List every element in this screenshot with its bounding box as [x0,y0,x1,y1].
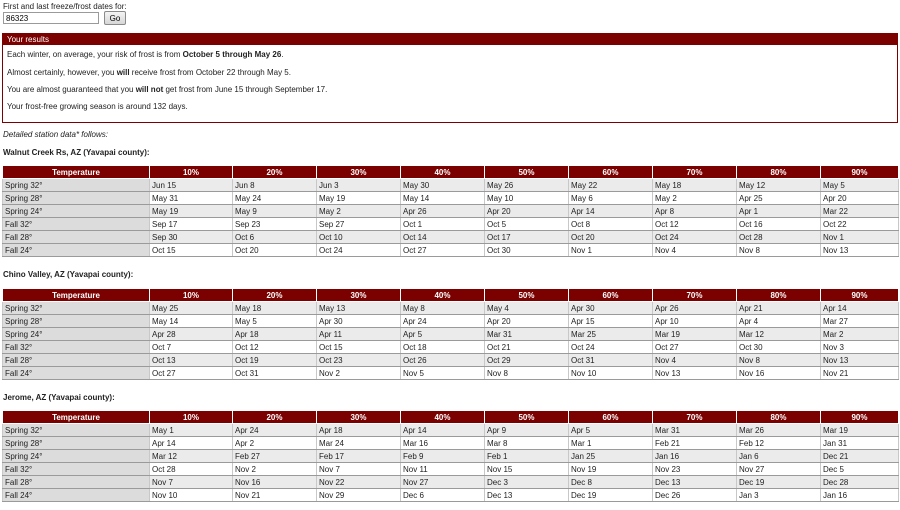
zip-input[interactable] [3,12,99,24]
row-label: Spring 32° [3,302,150,315]
column-header-temperature: Temperature [3,289,150,302]
date-cell: Mar 27 [821,315,899,328]
station-title: Walnut Creek Rs, AZ (Yavapai county): [3,148,150,157]
date-cell: Oct 27 [150,367,233,380]
table-row [3,463,899,476]
row-label: Fall 24° [3,367,150,380]
date-cell: May 6 [569,192,653,205]
date-cell: May 26 [485,179,569,192]
date-cell: Nov 2 [233,463,317,476]
date-cell: May 25 [150,302,233,315]
date-cell: Apr 8 [653,205,737,218]
form-label: First and last freeze/frost dates for: [3,2,127,11]
table-row [3,302,899,315]
row-label: Fall 32° [3,341,150,354]
table-row [3,231,899,244]
date-cell: Nov 13 [821,354,899,367]
table-row [3,489,899,502]
frost-table [2,410,899,502]
column-header-percent: 60% [569,411,653,424]
station-title: Jerome, AZ (Yavapai county): [3,393,115,402]
date-cell: Nov 8 [485,367,569,380]
date-cell: Dec 26 [653,489,737,502]
date-cell: Oct 22 [821,218,899,231]
column-header-percent: 60% [569,166,653,179]
date-cell: Dec 3 [485,476,569,489]
column-header-temperature: Temperature [3,166,150,179]
date-cell: Nov 10 [569,367,653,380]
date-cell: Oct 27 [401,244,485,257]
table-row [3,244,899,257]
date-cell: Jun 8 [233,179,317,192]
date-cell: Nov 21 [821,367,899,380]
date-cell: May 8 [401,302,485,315]
date-cell: Oct 30 [737,341,821,354]
date-cell: May 13 [317,302,401,315]
table-row [3,218,899,231]
column-header-percent: 20% [233,411,317,424]
row-label: Spring 24° [3,205,150,218]
date-cell: Apr 14 [569,205,653,218]
row-label: Fall 28° [3,231,150,244]
column-header-percent: 20% [233,166,317,179]
date-cell: Apr 20 [821,192,899,205]
results-box [2,33,898,123]
row-label: Spring 32° [3,424,150,437]
table-header-row [3,411,899,424]
date-cell: Nov 8 [737,354,821,367]
date-cell: Apr 5 [569,424,653,437]
station-title: Chino Valley, AZ (Yavapai county): [3,270,134,279]
column-header-percent: 70% [653,411,737,424]
column-header-percent: 50% [485,289,569,302]
date-cell: Apr 30 [569,302,653,315]
date-cell: Oct 24 [317,244,401,257]
date-cell: Jan 16 [653,450,737,463]
date-cell: Mar 12 [150,450,233,463]
date-cell: Feb 9 [401,450,485,463]
row-label: Spring 24° [3,328,150,341]
column-header-percent: 50% [485,411,569,424]
date-cell: Apr 21 [737,302,821,315]
date-cell: May 5 [821,179,899,192]
table-row [3,450,899,463]
date-cell: Apr 24 [401,315,485,328]
date-cell: May 31 [150,192,233,205]
date-cell: Oct 15 [150,244,233,257]
table-row [3,192,899,205]
column-header-percent: 10% [150,411,233,424]
date-cell: May 10 [485,192,569,205]
date-cell: Nov 5 [401,367,485,380]
date-cell: Nov 23 [653,463,737,476]
date-cell: Oct 18 [401,341,485,354]
date-cell: Nov 29 [317,489,401,502]
column-header-temperature: Temperature [3,411,150,424]
date-cell: Sep 17 [150,218,233,231]
row-label: Spring 28° [3,437,150,450]
date-cell: Jun 3 [317,179,401,192]
date-cell: May 1 [150,424,233,437]
date-cell: Oct 23 [317,354,401,367]
date-cell: Apr 11 [317,328,401,341]
date-cell: Oct 24 [569,341,653,354]
date-cell: Mar 26 [737,424,821,437]
column-header-percent: 40% [401,289,485,302]
date-cell: Oct 19 [233,354,317,367]
date-cell: Jan 6 [737,450,821,463]
date-cell: Sep 30 [150,231,233,244]
date-cell: Oct 6 [233,231,317,244]
date-cell: Mar 19 [821,424,899,437]
date-cell: Oct 10 [317,231,401,244]
date-cell: Apr 4 [737,315,821,328]
date-cell: Nov 7 [150,476,233,489]
date-cell: Jan 31 [821,437,899,450]
results-header: Your results [3,34,897,45]
date-cell: Oct 17 [485,231,569,244]
date-cell: Nov 21 [233,489,317,502]
date-cell: Feb 21 [653,437,737,450]
date-cell: Jan 3 [737,489,821,502]
column-header-percent: 60% [569,289,653,302]
column-header-percent: 80% [737,289,821,302]
column-header-percent: 30% [317,411,401,424]
date-cell: Apr 25 [737,192,821,205]
date-cell: Apr 10 [653,315,737,328]
row-label: Fall 24° [3,489,150,502]
date-cell: May 22 [569,179,653,192]
table-header-row [3,166,899,179]
date-cell: Apr 18 [317,424,401,437]
go-button[interactable]: Go [104,11,126,25]
table-row [3,179,899,192]
column-header-percent: 10% [150,166,233,179]
date-cell: May 2 [317,205,401,218]
date-cell: Sep 23 [233,218,317,231]
date-cell: Nov 13 [821,244,899,257]
column-header-percent: 80% [737,166,821,179]
date-cell: Oct 20 [569,231,653,244]
date-cell: Apr 30 [317,315,401,328]
date-cell: Nov 3 [821,341,899,354]
date-cell: Apr 28 [150,328,233,341]
date-cell: May 14 [401,192,485,205]
date-cell: Dec 8 [569,476,653,489]
date-cell: Feb 1 [485,450,569,463]
column-header-percent: 70% [653,166,737,179]
date-cell: Mar 19 [653,328,737,341]
date-cell: Oct 26 [401,354,485,367]
date-cell: Apr 14 [821,302,899,315]
table-row [3,437,899,450]
date-cell: Nov 11 [401,463,485,476]
table-row [3,205,899,218]
date-cell: Nov 22 [317,476,401,489]
date-cell: Nov 27 [737,463,821,476]
date-cell: Apr 9 [485,424,569,437]
date-cell: Mar 12 [737,328,821,341]
date-cell: Dec 21 [821,450,899,463]
column-header-percent: 70% [653,289,737,302]
row-label: Spring 24° [3,450,150,463]
detail-note: Detailed station data* follows: [3,130,108,139]
row-label: Spring 32° [3,179,150,192]
date-cell: Oct 24 [653,231,737,244]
frost-table [2,288,899,380]
date-cell: May 30 [401,179,485,192]
date-cell: Oct 16 [737,218,821,231]
date-cell: May 24 [233,192,317,205]
date-cell: Nov 27 [401,476,485,489]
date-cell: Apr 5 [401,328,485,341]
date-cell: Oct 5 [485,218,569,231]
date-cell: Apr 14 [401,424,485,437]
date-cell: May 18 [653,179,737,192]
date-cell: Apr 1 [737,205,821,218]
results-line-season: Your frost-free growing season is around 132 days. [7,102,188,111]
date-cell: Mar 25 [569,328,653,341]
date-cell: Apr 26 [653,302,737,315]
table-row [3,341,899,354]
row-label: Fall 24° [3,244,150,257]
date-cell: Apr 20 [485,315,569,328]
column-header-percent: 90% [821,166,899,179]
row-label: Fall 28° [3,476,150,489]
date-cell: Dec 19 [737,476,821,489]
date-cell: Apr 18 [233,328,317,341]
date-cell: May 5 [233,315,317,328]
date-cell: Dec 5 [821,463,899,476]
date-cell: Nov 2 [317,367,401,380]
column-header-percent: 50% [485,166,569,179]
table-row [3,424,899,437]
date-cell: Mar 31 [653,424,737,437]
date-cell: Oct 13 [150,354,233,367]
date-cell: Nov 4 [653,244,737,257]
date-cell: Dec 6 [401,489,485,502]
date-cell: Nov 19 [569,463,653,476]
date-cell: Dec 28 [821,476,899,489]
date-cell: May 19 [317,192,401,205]
date-cell: May 4 [485,302,569,315]
date-cell: Mar 31 [485,328,569,341]
date-cell: Nov 16 [737,367,821,380]
date-cell: Nov 1 [569,244,653,257]
column-header-percent: 40% [401,411,485,424]
date-cell: Nov 8 [737,244,821,257]
date-cell: Feb 17 [317,450,401,463]
column-header-percent: 30% [317,166,401,179]
row-label: Fall 28° [3,354,150,367]
date-cell: Mar 24 [317,437,401,450]
date-cell: Nov 10 [150,489,233,502]
date-cell: Mar 22 [821,205,899,218]
date-cell: Oct 15 [317,341,401,354]
results-line-certain: Almost certainly, however, you will receive frost from October 22 through May 5. [7,68,291,77]
date-cell: Feb 27 [233,450,317,463]
column-header-percent: 40% [401,166,485,179]
table-row [3,328,899,341]
date-cell: Apr 2 [233,437,317,450]
table-row [3,315,899,328]
results-line-risk: Each winter, on average, your risk of frost is from October 5 through May 26. [7,50,284,59]
table-row [3,367,899,380]
date-cell: Nov 16 [233,476,317,489]
date-cell: Oct 1 [401,218,485,231]
date-cell: Oct 30 [485,244,569,257]
date-cell: Apr 14 [150,437,233,450]
date-cell: May 14 [150,315,233,328]
results-line-guaranteed: You are almost guaranteed that you will not get frost from June 15 through September 17. [7,85,328,94]
date-cell: Jan 16 [821,489,899,502]
table-header-row [3,289,899,302]
column-header-percent: 20% [233,289,317,302]
frost-table [2,165,899,257]
row-label: Fall 32° [3,218,150,231]
column-header-percent: 90% [821,411,899,424]
row-label: Spring 28° [3,315,150,328]
date-cell: Oct 31 [569,354,653,367]
table-row [3,354,899,367]
column-header-percent: 10% [150,289,233,302]
date-cell: Oct 31 [233,367,317,380]
date-cell: Nov 13 [653,367,737,380]
date-cell: Oct 8 [569,218,653,231]
date-cell: Oct 28 [150,463,233,476]
date-cell: Oct 28 [737,231,821,244]
column-header-percent: 30% [317,289,401,302]
table-row [3,476,899,489]
date-cell: Feb 12 [737,437,821,450]
date-cell: Mar 2 [821,328,899,341]
date-cell: Nov 1 [821,231,899,244]
date-cell: Dec 19 [569,489,653,502]
date-cell: Oct 14 [401,231,485,244]
date-cell: Nov 7 [317,463,401,476]
row-label: Spring 28° [3,192,150,205]
date-cell: Jun 15 [150,179,233,192]
date-cell: Dec 13 [485,489,569,502]
date-cell: Nov 15 [485,463,569,476]
row-label: Fall 32° [3,463,150,476]
date-cell: May 12 [737,179,821,192]
date-cell: Apr 15 [569,315,653,328]
date-cell: Mar 8 [485,437,569,450]
date-cell: Apr 26 [401,205,485,218]
date-cell: Mar 16 [401,437,485,450]
date-cell: Oct 27 [653,341,737,354]
date-cell: Dec 13 [653,476,737,489]
date-cell: Mar 1 [569,437,653,450]
date-cell: Jan 25 [569,450,653,463]
date-cell: Nov 4 [653,354,737,367]
date-cell: Oct 20 [233,244,317,257]
date-cell: Oct 21 [485,341,569,354]
date-cell: May 9 [233,205,317,218]
date-cell: Oct 7 [150,341,233,354]
date-cell: Oct 12 [653,218,737,231]
date-cell: Sep 27 [317,218,401,231]
date-cell: Oct 12 [233,341,317,354]
date-cell: Oct 29 [485,354,569,367]
column-header-percent: 80% [737,411,821,424]
date-cell: Apr 24 [233,424,317,437]
date-cell: Apr 20 [485,205,569,218]
column-header-percent: 90% [821,289,899,302]
date-cell: May 19 [150,205,233,218]
date-cell: May 18 [233,302,317,315]
date-cell: May 2 [653,192,737,205]
